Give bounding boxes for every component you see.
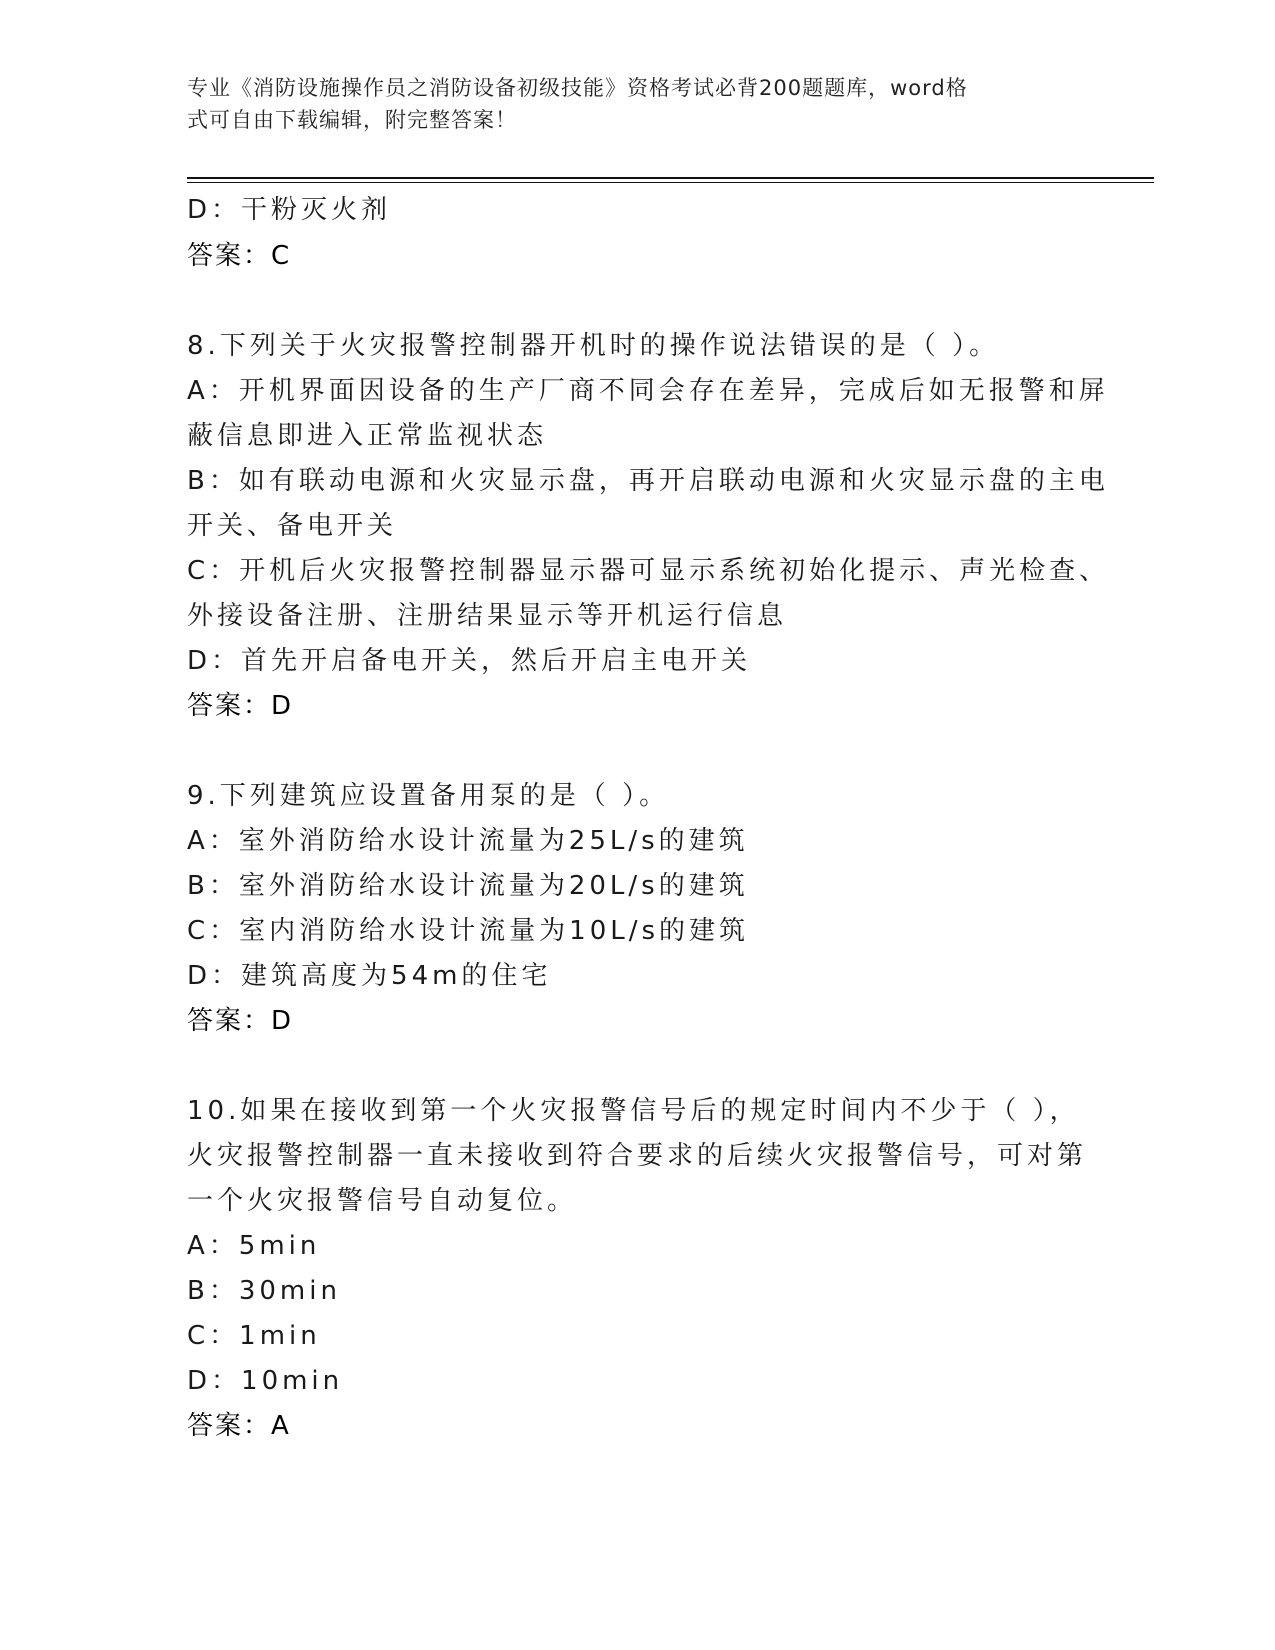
q8-option-a-line2: 蔽信息即进入正常监视状态 (187, 421, 548, 451)
q8-answer: 答案：D (187, 691, 294, 721)
q8-option-d: D：首先开启备电开关，然后开启主电开关 (187, 646, 752, 676)
q9-option-d: D：建筑高度为54m的住宅 (187, 961, 552, 991)
q10-option-b: B：30min (187, 1276, 341, 1306)
header-line-2: 式可自由下载编辑，附完整答案！ (187, 108, 517, 132)
q10-stem-line2: 火灾报警控制器一直未接收到符合要求的后续火灾报警信号，可对第 (187, 1141, 1088, 1171)
q8-option-c-line1: C：开机后火灾报警控制器显示器可显示系统初始化提示、声光检查、 (187, 556, 1110, 586)
q8-option-b-line2: 开关、备电开关 (187, 511, 398, 541)
q7-option-d: D：干粉灭火剂 (187, 195, 392, 225)
q7-answer: 答案：C (187, 241, 292, 271)
header-rule-thick (187, 177, 1154, 179)
q8-option-b-line1: B：如有联动电源和火灾显示盘，再开启联动电源和火灾显示盘的主电 (187, 466, 1109, 496)
q8-stem: 8.下列关于火灾报警控制器开机时的操作说法错误的是（ ）。 (187, 331, 1000, 361)
document-header (187, 72, 1067, 136)
q10-option-a: A：5min (187, 1231, 321, 1261)
q10-stem-line1: 10.如果在接收到第一个火灾报警信号后的规定时间内不少于（ ）， (187, 1096, 1080, 1126)
q9-option-b: B：室外消防给水设计流量为20L/s的建筑 (187, 871, 749, 901)
q10-option-d: D：10min (187, 1366, 344, 1396)
q10-answer: 答案：A (187, 1411, 291, 1441)
header-rule-thin (187, 182, 1154, 183)
q8-option-c-line2: 外接设备注册、注册结果显示等开机运行信息 (187, 601, 788, 631)
q9-option-a: A：室外消防给水设计流量为25L/s的建筑 (187, 826, 749, 856)
q9-option-c: C：室内消防给水设计流量为10L/s的建筑 (187, 916, 750, 946)
q9-stem: 9.下列建筑应设置备用泵的是（ ）。 (187, 781, 670, 811)
q10-option-c: C：1min (187, 1321, 321, 1351)
q10-stem-line3: 一个火灾报警信号自动复位。 (187, 1186, 578, 1216)
header-line-1: 专业《消防设施操作员之消防设备初级技能》资格考试必背200题题库，word格 (187, 76, 968, 100)
q9-answer: 答案：D (187, 1006, 294, 1036)
q8-option-a-line1: A：开机界面因设备的生产厂商不同会存在差异，完成后如无报警和屏 (187, 376, 1109, 406)
